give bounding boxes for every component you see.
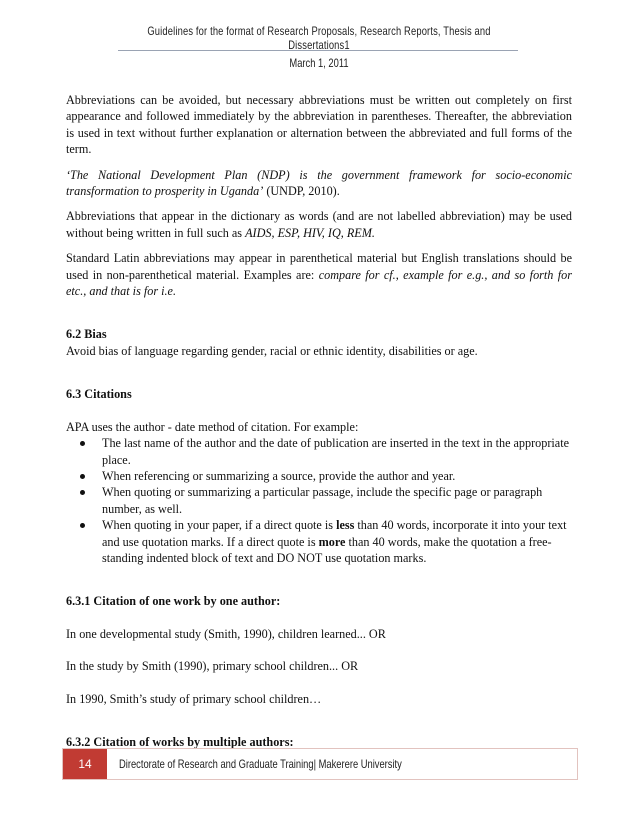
paragraph-bias: Avoid bias of language regarding gender, racial or ethnic identity, disabilities or age.: [66, 343, 478, 358]
list-item: The last name of the author and the date of publication are inserted in the text in the appropriate place.: [102, 435, 572, 468]
ndp-quote: ‘The National Development Plan (NDP) is the government framework for socio-economic transformation to prosperity in Uganda’: [66, 167, 572, 199]
list-item: When quoting in your paper, if a direct quote is less than 40 words, incorporate it into your text and use quotation marks. If a direct quote is more than 40 words, make the quotation a free-standing indented block of text and DO NOT use quotation marks.: [102, 517, 572, 566]
example-one: In one developmental study (Smith, 1990), children learned... OR: [66, 626, 386, 641]
dictionary-text: Abbreviations that appear in the dictionary as words (and are not labelled abbreviation) may be used without being written in full such as: [66, 209, 572, 240]
paragraph-latin-abbreviations: [66, 250, 572, 299]
page-number: 14: [63, 749, 107, 779]
paragraph-citations-intro: APA uses the author - date method of citation. For example:: [66, 419, 359, 434]
list-item: When quoting or summarizing a particular passage, include the specific page or paragraph number, as well.: [102, 484, 572, 517]
paragraph-dictionary-abbreviations: [66, 208, 572, 241]
ndp-citation: (UNDP, 2010).: [263, 184, 340, 199]
paragraph-ndp-example: [66, 167, 572, 200]
bullet-icon: [80, 441, 85, 446]
latin-examples: compare for cf., example for e.g., and so forth for etc., and that is for i.e.: [66, 267, 572, 299]
bullet-icon: [80, 523, 85, 528]
page-footer: [62, 748, 578, 780]
bullet-icon: [80, 490, 85, 495]
latin-text: Standard Latin abbreviations may appear in parenthetical material but English translations should be used in non-parenthetical material. Examples are:: [66, 251, 572, 282]
list-item: When referencing or summarizing a source, provide the author and year.: [102, 468, 572, 484]
header-rule: [118, 50, 518, 51]
footer-text: Directorate of Research and Graduate Training| Makerere University: [119, 757, 402, 771]
example-two: In the study by Smith (1990), primary school children... OR: [66, 659, 359, 674]
bullet-icon: [80, 474, 85, 479]
heading-citations: 6.3 Citations: [66, 387, 132, 402]
header-date: March 1, 2011: [289, 56, 349, 70]
heading-bias: 6.2 Bias: [66, 327, 107, 342]
citation-rules-list: [66, 435, 572, 566]
running-header: Guidelines for the format of Research Proposals, Research Reports, Thesis and Dissertations1: [147, 24, 491, 52]
dictionary-abbrev-list: AIDS, ESP, HIV, IQ, REM.: [245, 225, 375, 240]
paragraph-abbreviations: Abbreviations can be avoided, but necessary abbreviations must be written out completely on first appearance and followed immediately by the abbreviation in parentheses. Thereafter, the abbreviation is used in text without further explanation or alternation between the abbreviated and full forms of the term.: [66, 93, 572, 157]
example-three: In 1990, Smith’s study of primary school children…: [66, 691, 322, 706]
page-body: [66, 92, 572, 750]
heading-multiple-authors: 6.3.2 Citation of works by multiple authors:: [66, 734, 294, 749]
heading-one-author: 6.3.1 Citation of one work by one author:: [66, 594, 281, 609]
